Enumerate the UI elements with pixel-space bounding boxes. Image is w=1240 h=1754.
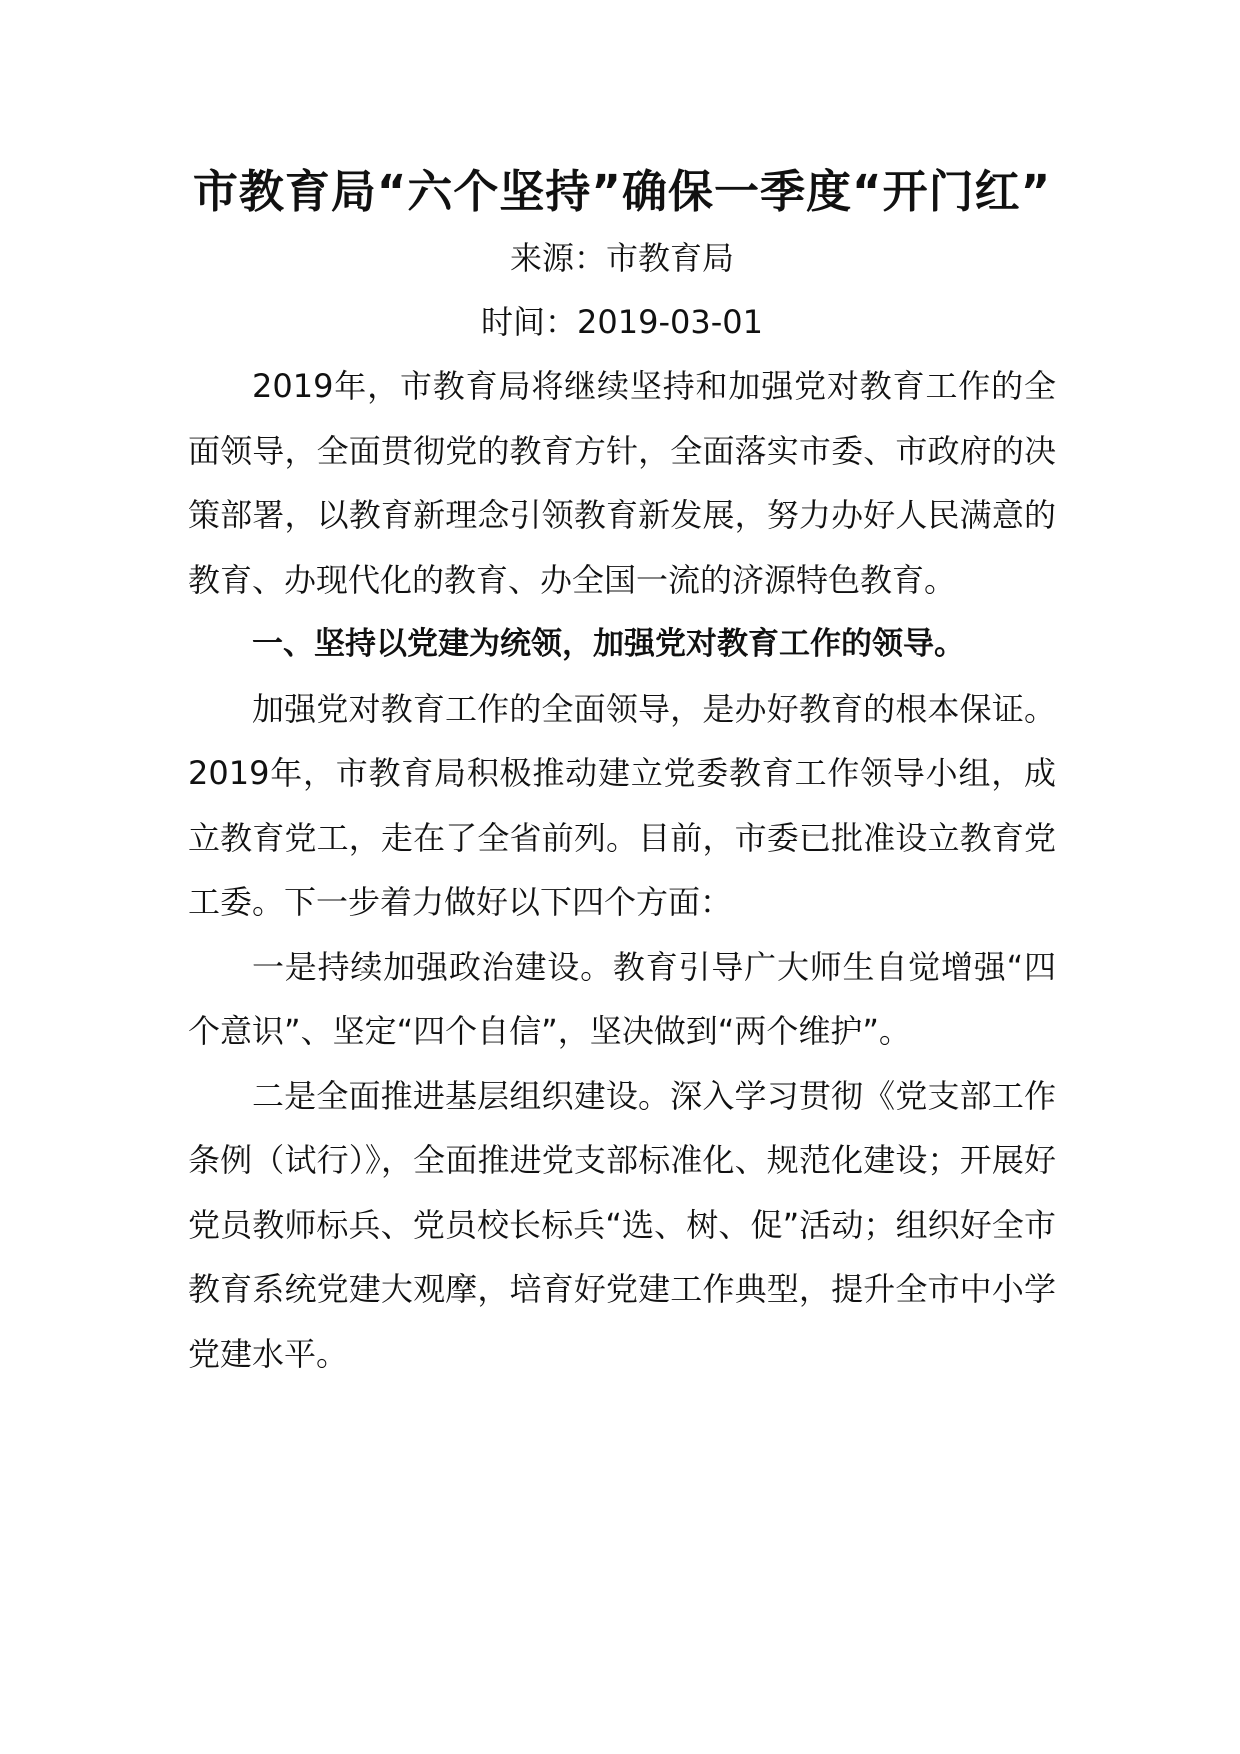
section-heading-1: 一、坚持以党建为统领，加强党对教育工作的领导。 xyxy=(252,626,965,662)
article-title: 市教育局“六个坚持”确保一季度“开门红” xyxy=(192,165,1052,218)
article-time: 时间：2019-03-01 xyxy=(481,303,763,341)
section1-paragraph-3: 二是全面推进基层组织建设。深入学习贯彻《党支部工作条例（试行）》，全面推进党支部标准化、规范化建设；开展好党员教师标兵、党员校长标兵“选、树、促”活动；组织好全市教育系统党建大观摩，培育好党建工作典型，提升全市中小学党建水平。 xyxy=(188,1076,1056,1373)
section1-paragraph-1: 加强党对教育工作的全面领导，是办好教育的根本保证。2019年，市教育局积极推动建立党委教育工作领导小组，成立教育党工，走在了全省前列。目前，市委已批准设立教育党工委。下一步着力做好以下四个方面： xyxy=(188,689,1056,921)
section1-paragraph-2: 一是持续加强政治建设。教育引导广大师生自觉增强“四个意识”、坚定“四个自信”，坚决做到“两个维护”。 xyxy=(188,947,1056,1050)
intro-paragraph: 2019年，市教育局将继续坚持和加强党对教育工作的全面领导，全面贯彻党的教育方针，全面落实市委、市政府的决策部署，以教育新理念引领教育新发展，努力办好人民满意的教育、办现代化的教育、办全国一流的济源特色教育。 xyxy=(188,367,1056,599)
article-source: 来源：市教育局 xyxy=(509,239,734,277)
document-page xyxy=(188,160,1056,1386)
